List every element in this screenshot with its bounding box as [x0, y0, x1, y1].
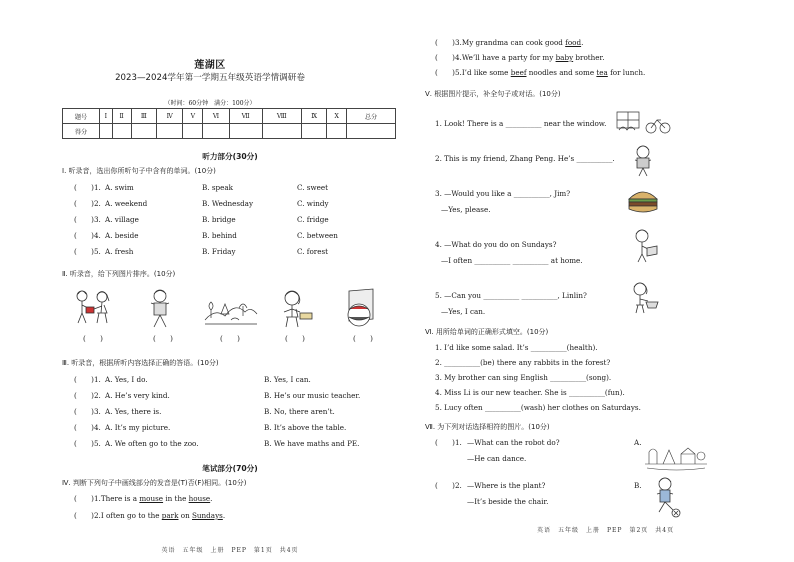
answer-blank[interactable]: ( )1.	[435, 438, 462, 447]
score-col: Ⅶ	[229, 109, 262, 124]
section-4-title: Ⅳ. 判断下列句子中画线部分的发音是(T)否(F)相同。(10分)	[62, 479, 247, 487]
underlined-word: baby	[555, 53, 574, 62]
option-a: A. swim	[105, 183, 134, 192]
underlined-word: tea	[596, 68, 608, 77]
option-c: C. fridge	[297, 215, 329, 224]
sentence-text: .	[602, 53, 605, 62]
section-3-title: Ⅲ. 听录音，根据所听内容选择正确的答语。(10分)	[62, 359, 219, 367]
option-b: B. No, there aren’t.	[264, 407, 335, 416]
answer-line: —It’s beside the chair.	[467, 497, 549, 506]
fill-sentence: 4. —What do you do on Sundays?	[435, 240, 557, 249]
option-c: C. between	[297, 231, 338, 240]
answer-blank[interactable]: ( )2.	[74, 511, 101, 520]
score-col: Ⅰ	[100, 109, 113, 124]
right-page	[397, 0, 794, 562]
sentence-text: I’d like some	[461, 68, 511, 77]
ball-icon	[341, 287, 381, 331]
listening-part-title: 听力部分(30分)	[202, 152, 258, 161]
district-title: 莲湖区	[194, 60, 226, 71]
score-cell[interactable]	[112, 124, 131, 139]
sentence-text: in the	[163, 494, 189, 503]
answer-blank[interactable]: ( )1.	[74, 494, 101, 503]
option-a: A. fresh	[105, 247, 134, 256]
girl-cooking-icon	[626, 280, 660, 314]
sentence-text: There is a	[100, 494, 140, 503]
fill-sentence: 3. —Would you like a __________, Jim?	[435, 189, 571, 198]
fill-sentence: 2. This is my friend, Zhang Peng. He’s __________.	[435, 154, 615, 163]
sentence-text: I often go to the	[100, 511, 162, 520]
score-cell[interactable]	[262, 124, 301, 139]
section-4-item-3	[435, 38, 583, 48]
section-4-item-2	[74, 511, 225, 521]
option-a: A. He’s very kind.	[105, 391, 170, 400]
score-cell[interactable]	[131, 124, 156, 139]
boy-football-icon	[651, 476, 681, 518]
option-c: C. sweet	[297, 183, 329, 192]
option-b: B. behind	[202, 231, 237, 240]
option-a: A. We often go to the zoo.	[105, 439, 199, 448]
section-4-item-4	[435, 53, 605, 63]
boy-strong-icon	[630, 144, 656, 178]
option-label: B.	[634, 481, 642, 490]
fill-sentence: 5. Lucy often __________(wash) her clothes on Saturdays.	[435, 403, 641, 412]
option-b: B. Wednesday	[202, 199, 254, 208]
window-bike-icon	[613, 106, 671, 136]
fill-sentence: 1. Look! There is a __________ near the window.	[435, 119, 607, 128]
score-cell[interactable]	[229, 124, 262, 139]
score-header-row	[63, 109, 396, 124]
answer-blank[interactable]: ( )4.	[74, 231, 101, 240]
footer-left: 英语 五年级 上册 PEP 第1页 共4页	[161, 547, 299, 554]
answer-blank[interactable]: ( )2.	[435, 481, 462, 490]
option-b: B. Yes, I can.	[264, 375, 311, 384]
fill-sentence: 5. —Can you __________ __________, Linlin?	[435, 291, 587, 300]
option-a: A. It’s my picture.	[105, 423, 171, 432]
answer-blank[interactable]: ( )2.	[74, 391, 101, 400]
footer-right: 英语 五年级 上册 PEP 第2页 共4页	[537, 527, 675, 534]
underlined-word: food	[565, 38, 582, 47]
answer-blank[interactable]: ( )1.	[74, 375, 101, 384]
sentence-text: .	[222, 511, 226, 520]
underlined-word: park	[161, 511, 179, 520]
section-2-title: Ⅱ. 听录音，给下列图片排序。(10分)	[62, 270, 176, 278]
hamburger-icon	[626, 186, 660, 216]
score-col: Ⅱ	[112, 109, 131, 124]
answer-blank[interactable]: ( )2.	[74, 199, 101, 208]
fill-sentence: 1. I’d like some salad. It’s __________(health).	[435, 343, 598, 352]
sentence-text: .	[581, 38, 584, 47]
option-a: A. Yes, there is.	[105, 407, 162, 416]
sentence-text: My grandma can cook good	[461, 38, 566, 47]
score-row-label: 得分	[63, 124, 100, 139]
sentence-text: for lunch.	[607, 68, 646, 77]
section-6-title: Ⅵ. 用所给单词的正确形式填空。(10分)	[425, 328, 549, 336]
option-b: B. He’s our music teacher.	[264, 391, 361, 400]
reply-line: —I often __________ __________ at home.	[441, 256, 583, 265]
underlined-word: Sundays	[192, 511, 223, 520]
option-c: C. forest	[297, 247, 329, 256]
answer-blank[interactable]: ( )5.	[74, 247, 101, 256]
answer-line: —He can dance.	[467, 454, 527, 463]
score-col: Ⅸ	[301, 109, 327, 124]
question-line: —What can the robot do?	[467, 438, 560, 447]
underlined-word: beef	[510, 68, 527, 77]
section-4-item-5	[435, 68, 645, 78]
sentence-text: on	[178, 511, 192, 520]
score-col: Ⅲ	[131, 109, 156, 124]
score-col: Ⅹ	[327, 109, 347, 124]
underlined-word: mouse	[139, 494, 164, 503]
writing-part-title: 笔试部分(70分)	[202, 464, 258, 473]
time-info: （时间：60分钟 满分：100分）	[164, 100, 256, 107]
sentence-text: We’ll have a party for my	[461, 53, 556, 62]
score-cell[interactable]	[203, 124, 229, 139]
score-col: Ⅴ	[183, 109, 203, 124]
score-cell[interactable]	[347, 124, 396, 139]
score-table	[62, 108, 396, 139]
score-cell[interactable]	[327, 124, 347, 139]
children-playing-icon	[70, 287, 116, 331]
score-col: Ⅵ	[203, 109, 229, 124]
option-c: C. windy	[297, 199, 329, 208]
option-b: B. We have maths and PE.	[264, 439, 360, 448]
answer-blank[interactable]: ( )5.	[435, 68, 462, 77]
score-cell[interactable]	[157, 124, 183, 139]
score-cell[interactable]	[183, 124, 203, 139]
answer-blank[interactable]: ( )	[285, 334, 305, 343]
boy-reading-icon	[629, 228, 659, 264]
score-cell[interactable]	[100, 124, 113, 139]
option-a: A. Yes, I do.	[105, 375, 148, 384]
option-a: A. beside	[105, 231, 139, 240]
girl-eating-icon	[272, 287, 316, 331]
answer-blank[interactable]: ( )	[353, 334, 373, 343]
section-7-title: Ⅶ. 为下列对话选择相符的图片。(10分)	[425, 423, 550, 431]
question-line: —Where is the plant?	[467, 481, 546, 490]
option-label: A.	[634, 438, 642, 447]
option-b: B. Friday	[202, 247, 236, 256]
sentence-text: brother	[573, 53, 603, 62]
sentence-text: noodles and some	[526, 68, 597, 77]
option-a: A. weekend	[105, 199, 148, 208]
score-col: Ⅷ	[262, 109, 301, 124]
answer-blank[interactable]: ( )3.	[74, 215, 101, 224]
playground-scene-icon	[643, 440, 709, 472]
option-b: B. bridge	[202, 215, 236, 224]
underlined-word: house	[188, 494, 211, 503]
score-input-row	[63, 124, 396, 139]
answer-blank[interactable]: ( )3.	[435, 38, 462, 47]
answer-blank[interactable]: ( )5.	[74, 439, 101, 448]
section-1-title: Ⅰ. 听录音，选出你所听句子中含有的单词。(10分)	[62, 167, 216, 175]
reply-line: —Yes, please.	[441, 205, 491, 214]
boy-walking-icon	[140, 287, 180, 331]
score-cell[interactable]	[301, 124, 327, 139]
answer-blank[interactable]: ( )3.	[74, 407, 101, 416]
fill-sentence: 2. __________(be) there any rabbits in the forest?	[435, 358, 611, 367]
section-4-item-1	[74, 494, 212, 504]
score-label: 题号	[63, 109, 100, 124]
exam-title: 2023—2024学年第一学期五年级英语学情调研卷	[115, 73, 305, 83]
reply-line: —Yes, I can.	[441, 307, 486, 316]
answer-blank[interactable]: ( )4.	[74, 423, 101, 432]
answer-blank[interactable]: ( )4.	[435, 53, 462, 62]
answer-blank[interactable]: ( )	[220, 334, 240, 343]
park-scene-icon	[203, 290, 259, 328]
score-col: Ⅳ	[157, 109, 183, 124]
section-5-title: Ⅴ. 根据图片提示，补全句子或对话。(10分)	[425, 90, 561, 98]
option-b: B. speak	[202, 183, 234, 192]
fill-sentence: 3. My brother can sing English __________(song).	[435, 373, 612, 382]
answer-blank[interactable]: ( )1.	[74, 183, 101, 192]
option-b: B. It’s above the table.	[264, 423, 347, 432]
answer-blank[interactable]: ( )	[83, 334, 103, 343]
score-col: 总分	[347, 109, 396, 124]
sentence-text: .	[210, 494, 213, 503]
option-a: A. village	[105, 215, 139, 224]
answer-blank[interactable]: ( )	[153, 334, 173, 343]
fill-sentence: 4. Miss Li is our new teacher. She is __________(fun).	[435, 388, 625, 397]
